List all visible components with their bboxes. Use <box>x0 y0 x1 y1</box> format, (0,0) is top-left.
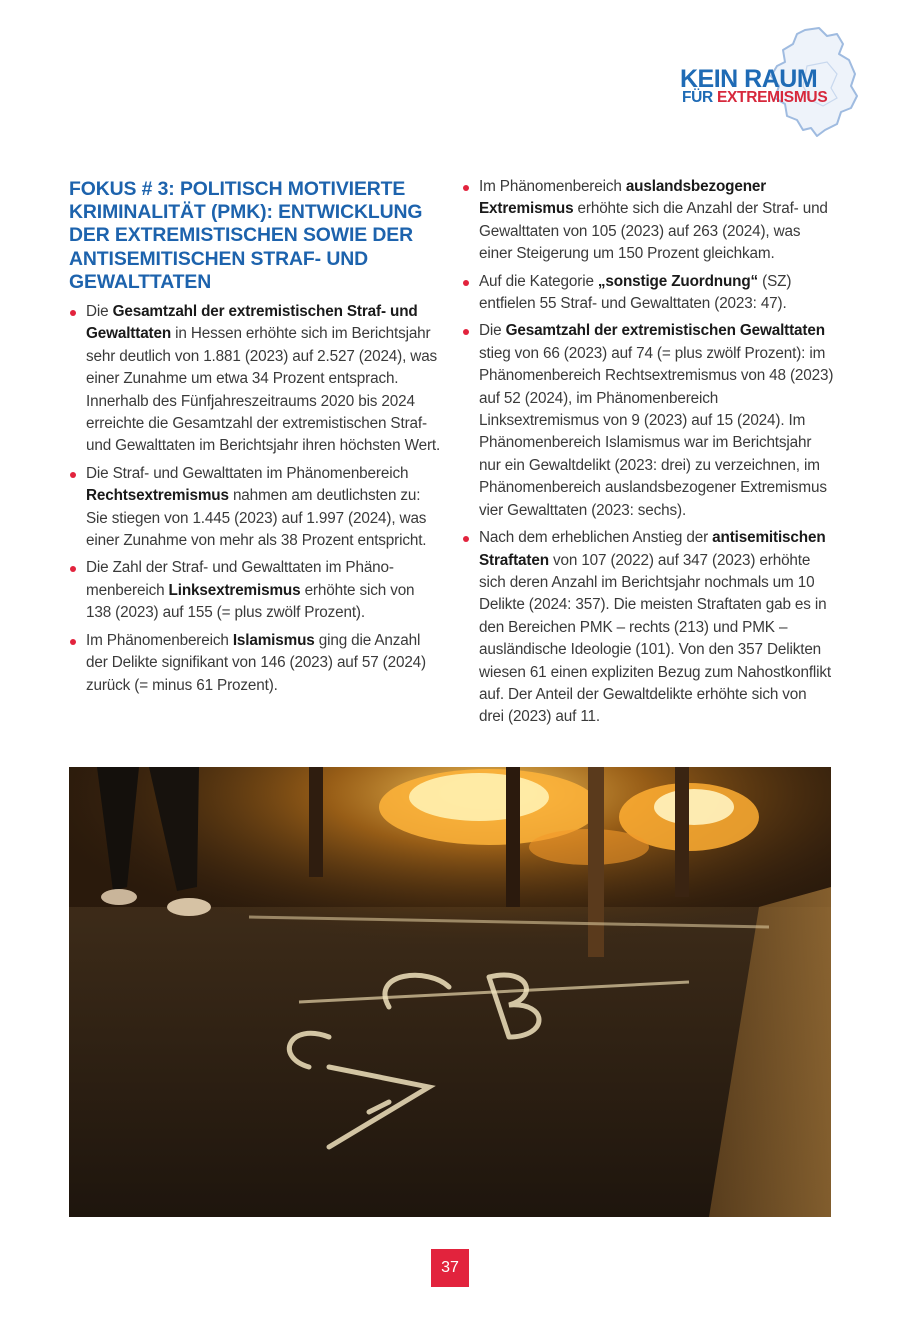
bullet-dot-icon <box>70 639 76 645</box>
bullet-dot-icon <box>70 566 76 572</box>
list-item: Im Phänomenbereich auslandsbezogener Extremismus erhöhte sich die Anzahl der Straf- und Gewalttaten von 105 (2023) auf 263 (2024), was einer Steigerung um 150 Prozent gleichkam. <box>462 176 834 266</box>
right-column <box>462 176 834 734</box>
list-item: Die Gesamtzahl der extremistischen Gewalttaten stieg von 66 (2023) auf 74 (= plus zwölf Prozent): im Phänomenbereich Rechtsextremismus von 48 (2023) auf 52 (2024), im Phänomenbereich Linksextremismus von 9 (2023) auf 15 (2024). Im Phänomenbereich Islamismus war im Berichtsjahr nur ein Gewaltdelikt (2023: drei) zu verzeichnen, im Phänomenbereich auslandsbezogener Extremismus vier Gewalttaten (2023: sechs). <box>462 320 834 522</box>
bullet-dot-icon <box>70 472 76 478</box>
right-bullet-list <box>462 176 834 729</box>
street-fire-illustration <box>69 767 831 1217</box>
page-number: 37 <box>431 1249 469 1287</box>
list-item: Nach dem erheblichen Anstieg der antisemitischen Straftaten von 107 (2022) auf 347 (2023) erhöhte sich deren Anzahl im Berichtsjahr nochmals um 10 Delikte (2024: 357). Die meisten Straftaten gab es in den Bereichen PMK – rechts (213) und PMK – ausländische Ideologie (101). Von den 357 Delikten wiesen 61 einen expliziten Bezug zum Nahostkonflikt auf. Der Anteil der Gewaltdelikte erhöhte sich von drei (2023) auf 11. <box>462 527 834 729</box>
list-item: Die Gesamtzahl der extremistischen Straf- und Gewalttaten in Hessen erhöhte sich im Berichtsjahr sehr deutlich von 1.881 (2023) auf 2.527 (2024), was einer Zunahme um etwa 34 Prozent entsprach. Innerhalb des Fünfjahreszeitraums 2020 bis 2024 erreichte die Gesamtzahl der extremistischen Straf- und Gewalttaten im Berichtsjahr ihren höchsten Wert. <box>69 301 441 458</box>
street-fire-photo <box>69 767 831 1217</box>
logo-title: KEIN RAUM <box>680 65 818 93</box>
bullet-dot-icon <box>70 310 76 316</box>
bullet-dot-icon <box>463 185 469 191</box>
list-item: Im Phänomenbereich Islamismus ging die Anzahl der Delikte signifikant von 146 (2023) auf 57 (2024) zurück (= minus 61 Prozent). <box>69 630 441 697</box>
left-column <box>69 176 441 702</box>
bullet-dot-icon <box>463 280 469 286</box>
bullet-dot-icon <box>463 329 469 335</box>
list-item: Die Straf- und Gewalttaten im Phänomenbereich Rechtsextremismus nahmen am deutlichsten zu: Sie stiegen von 1.445 (2023) auf 1.997 (2024), was einer Zunahme von mehr als 38 Prozent entspricht. <box>69 463 441 553</box>
logo-subtitle-extremismus: EXTREMISMUS <box>716 89 828 106</box>
left-bullet-list <box>69 301 441 697</box>
section-heading: FOKUS # 3: POLITISCH MOTIVIERTE KRIMINALITÄT (PMK): ENTWICKLUNG DER EXTREMISTISCHEN SOWIE DER ANTISEMITISCHEN STRAF- UND GEWALTTATEN <box>69 178 423 293</box>
logo-subtitle-fur: FÜR <box>682 89 713 106</box>
list-item: Die Zahl der Straf- und Gewalttaten im Phänomenbereich Linksextremismus erhöhte sich von 138 (2023) auf 155 (= plus zwölf Prozent). <box>69 557 441 624</box>
bullet-dot-icon <box>463 536 469 542</box>
list-item: Auf die Kategorie „sonstige Zuordnung“ (SZ) entfielen 55 Straf- und Gewalttaten (2023: 47). <box>462 271 834 316</box>
kein-raum-logo <box>672 26 862 141</box>
logo-subtitle <box>682 90 827 106</box>
